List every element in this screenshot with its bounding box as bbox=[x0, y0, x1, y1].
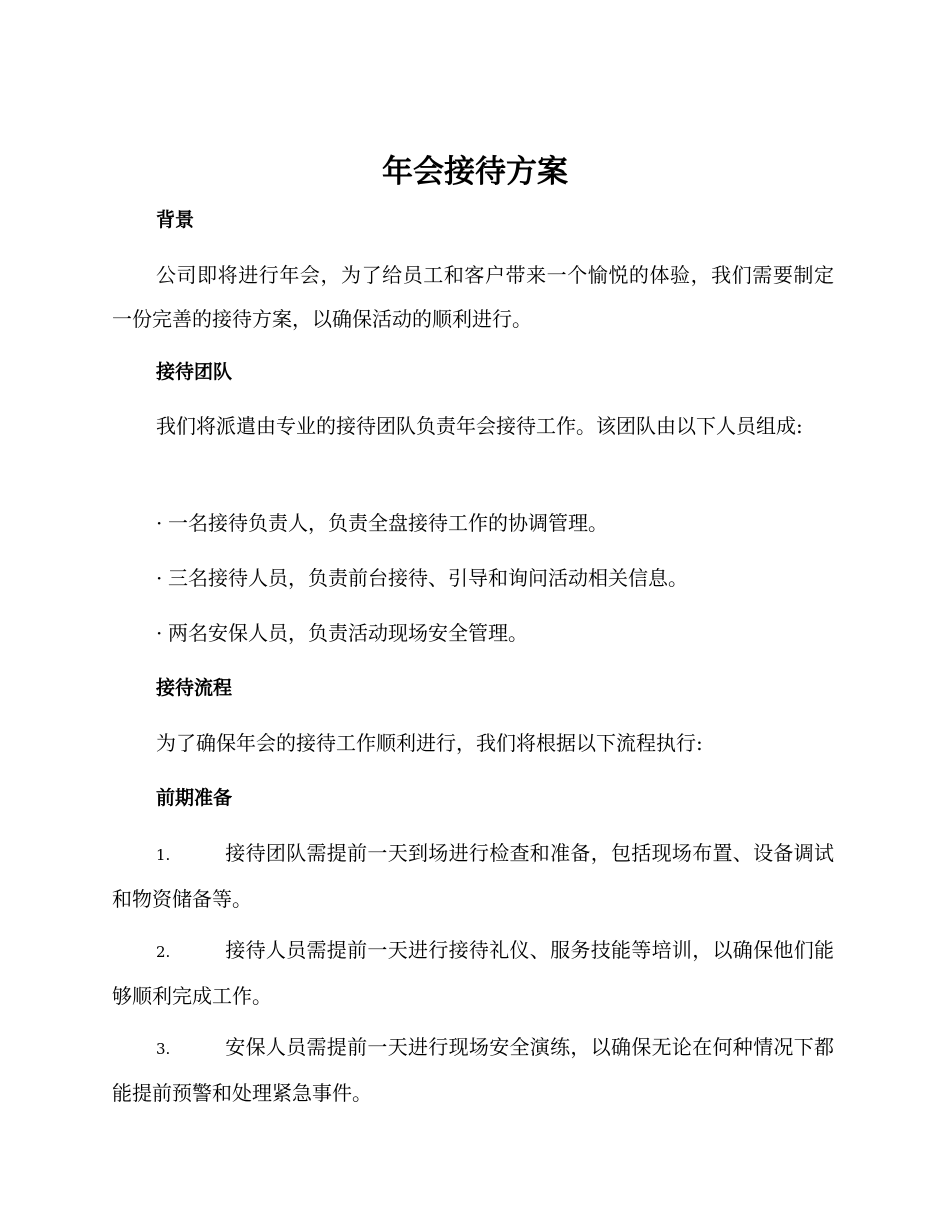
item-text: 接待人员需提前一天进行接待礼仪、服务技能等培训，以确保他们能够顺利完成工作。 bbox=[112, 938, 834, 1008]
heading-reception-process: 接待流程 bbox=[156, 677, 233, 699]
bullet-text: 三名接待人员，负责前台接待、引导和询问活动相关信息。 bbox=[168, 566, 688, 590]
item-text: 安保人员需提前一天进行现场安全演练，以确保无论在何种情况下都能提前预警和处理紧急事件。 bbox=[112, 1035, 834, 1105]
numbered-item bbox=[112, 928, 834, 1018]
item-text: 接待团队需提前一天到场进行检查和准备，包括现场布置、设备调试和物资储备等。 bbox=[112, 841, 834, 911]
bullet-text: 一名接待负责人，负责全盘接待工作的协调管理。 bbox=[168, 511, 608, 535]
item-number: 1. bbox=[156, 846, 171, 864]
paragraph-reception-team: 我们将派遣由专业的接待团队负责年会接待工作。该团队由以下人员组成: bbox=[156, 414, 803, 438]
bullet-item bbox=[156, 509, 608, 537]
paragraph-reception-process: 为了确保年会的接待工作顺利进行，我们将根据以下流程执行: bbox=[156, 731, 703, 755]
bullet-symbol: · bbox=[156, 511, 163, 535]
heading-reception-team: 接待团队 bbox=[156, 361, 233, 383]
numbered-item bbox=[112, 1025, 834, 1115]
numbered-item bbox=[112, 831, 834, 921]
document-title: 年会接待方案 bbox=[382, 154, 568, 190]
heading-background: 背景 bbox=[156, 209, 195, 231]
item-number: 3. bbox=[156, 1040, 171, 1058]
bullet-item bbox=[156, 564, 688, 592]
bullet-symbol: · bbox=[156, 566, 163, 590]
heading-preparation: 前期准备 bbox=[156, 787, 233, 809]
bullet-symbol: · bbox=[156, 621, 163, 645]
bullet-text: 两名安保人员，负责活动现场安全管理。 bbox=[168, 621, 528, 645]
paragraph-background: 公司即将进行年会，为了给员工和客户带来一个愉悦的体验，我们需要制定一份完善的接待方案，以确保活动的顺利进行。 bbox=[112, 263, 834, 331]
bullet-item bbox=[156, 619, 528, 647]
item-number: 2. bbox=[156, 943, 171, 961]
